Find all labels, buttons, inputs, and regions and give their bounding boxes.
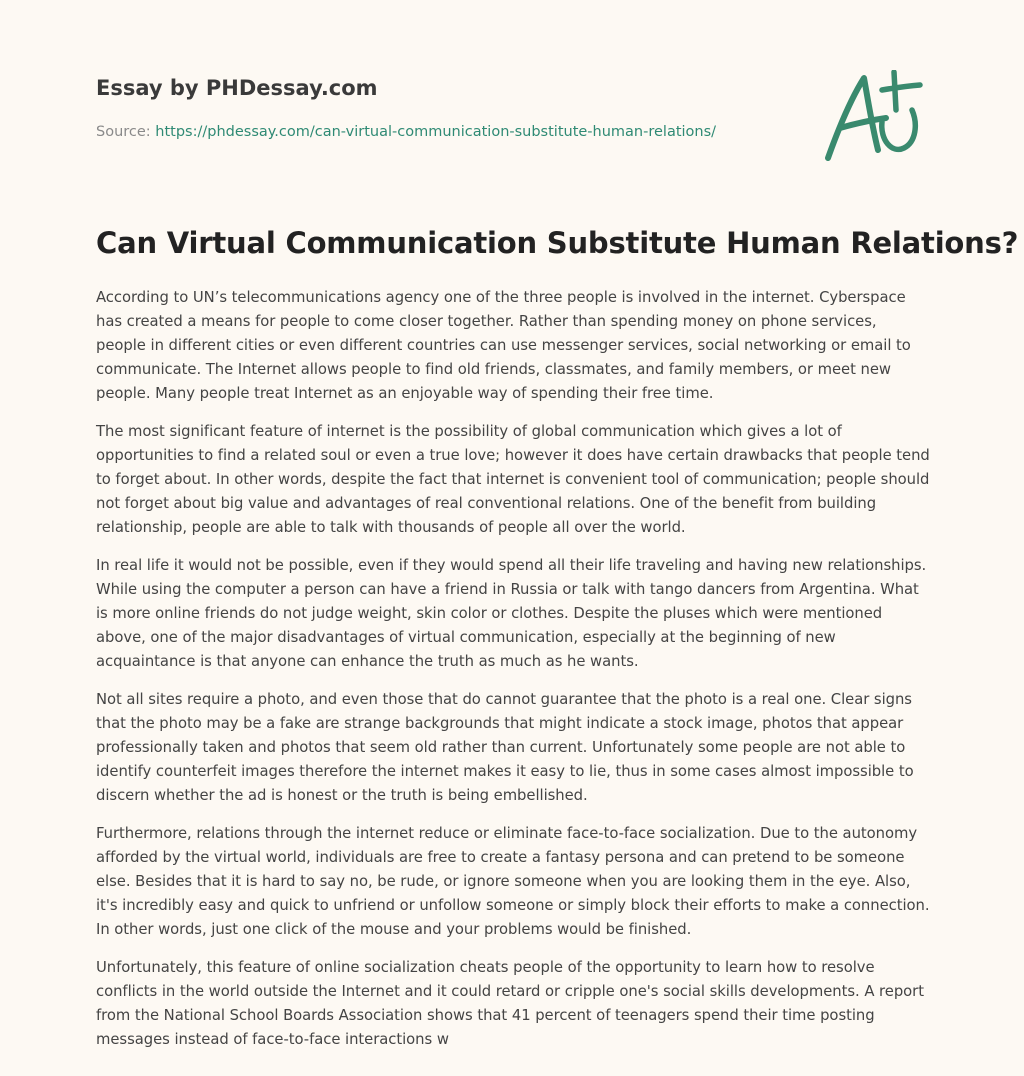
essay-paragraph: According to UN’s telecommunications agency one of the three people is involved in the internet. Cyberspace has created a means for people to come closer together. Rather than spending money on phone services, people in different cities or even different countries can use messenger services, social networking or email to communicate. The Internet allows people to find old friends, classmates, and family members, or meet new people. Many people treat Internet as an enjoyable way of spending their free time.: [96, 289, 911, 402]
source-label: Source:: [96, 124, 151, 140]
essay-body: [96, 286, 930, 1066]
essay-paragraph: Not all sites require a photo, and even those that do cannot guarantee that the photo is a real one. Clear signs that the photo may be a fake are strange backgrounds that might indicate a stock image, photos that appear professionally taken and photos that seem old rather than current. Unfortunately some people are not able to identify counterfeit images therefore the internet makes it easy to lie, thus in some cases almost impossible to discern whether the ad is honest or the truth is being embellished.: [96, 691, 914, 804]
a-plus-logo-icon: [824, 70, 924, 162]
essay-paragraph: Unfortunately, this feature of online socialization cheats people of the opportunity to learn how to resolve conflicts in the world outside the Internet and it could retard or cripple one's social skills developments. A report from the National School Boards Association shows that 41 percent of teenagers spend their time posting messages instead of face-to-face interactions w: [96, 959, 924, 1048]
site-title: Essay by PHDessay.com: [96, 76, 378, 100]
page-header: [96, 0, 928, 200]
essay-paragraph: The most significant feature of internet is the possibility of global communication which gives a lot of opportunities to find a related soul or even a true love; however it does have certain drawbacks that people tend to forget about. In other words, despite the fact that internet is convenient tool of communication; people should not forget about big value and advantages of real conventional relations. One of the benefit from building relationship, people are able to talk with thousands of people all over the world.: [96, 423, 930, 536]
essay-title: Can Virtual Communication Substitute Human Relations?: [96, 226, 1019, 260]
essay-paragraph: Furthermore, relations through the internet reduce or eliminate face-to-face socialization. Due to the autonomy afforded by the virtual world, individuals are free to create a fantasy persona and can pretend to be someone else. Besides that it is hard to say no, be rude, or ignore someone when you are looking them in the eye. Also, it's incredibly easy and quick to unfriend or unfollow someone or simply block their efforts to make a connection. In other words, just one click of the mouse and your problems would be finished.: [96, 825, 930, 938]
source-link[interactable]: https://phdessay.com/can-virtual-communication-substitute-human-relations/: [155, 124, 717, 140]
source-line: [96, 124, 716, 140]
essay-paragraph: In real life it would not be possible, even if they would spend all their life traveling and having new relationships. While using the computer a person can have a friend in Russia or talk with tango dancers from Argentina. What is more online friends do not judge weight, skin color or clothes. Despite the pluses which were mentioned above, one of the major disadvantages of virtual communication, especially at the beginning of new acquaintance is that anyone can enhance the truth as much as he wants.: [96, 557, 927, 670]
